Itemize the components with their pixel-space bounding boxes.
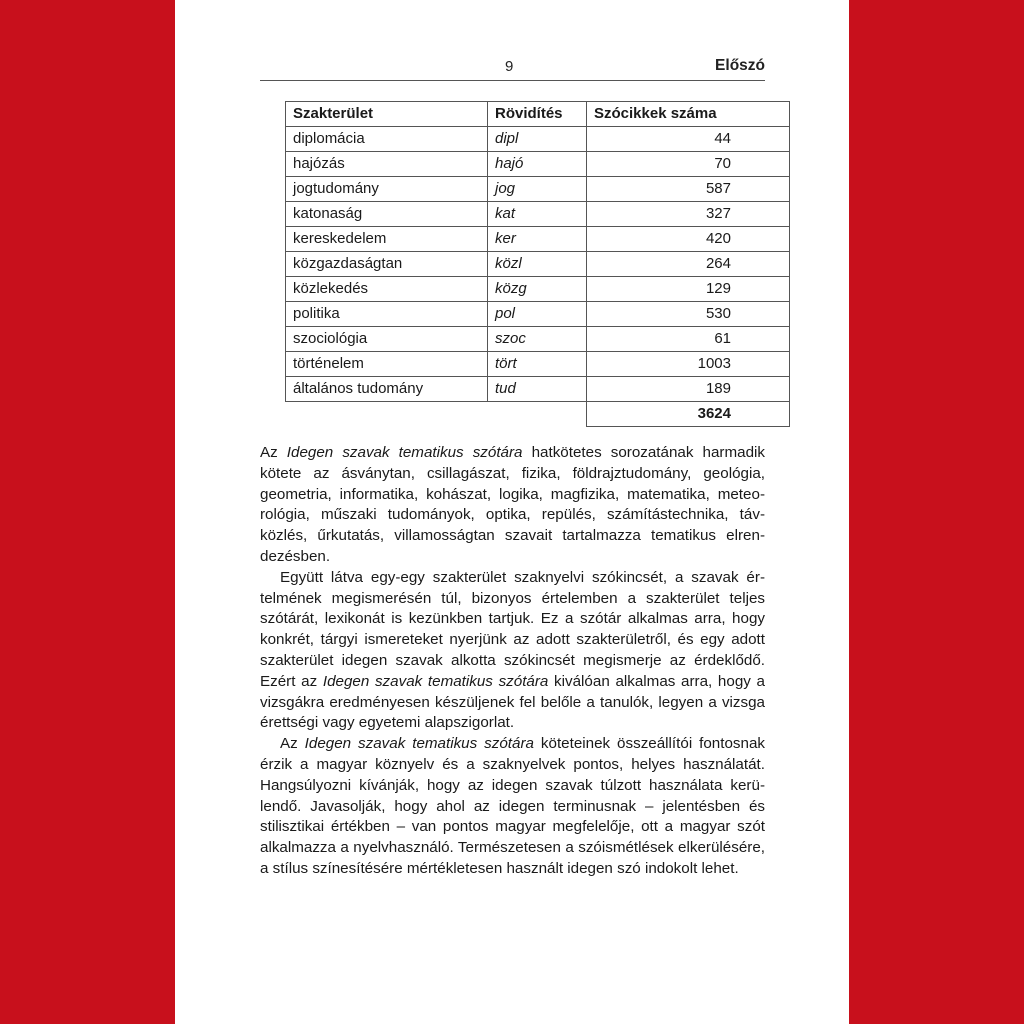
cell-abbreviation: közg	[488, 277, 587, 302]
total-count: 3624	[587, 402, 790, 427]
cell-count: 420	[587, 227, 790, 252]
header-rule	[260, 80, 765, 81]
cell-count: 189	[587, 377, 790, 402]
table-row	[286, 327, 790, 352]
cell-count: 61	[587, 327, 790, 352]
paragraph-text: Az	[280, 735, 305, 753]
cell-field: szociológia	[286, 327, 488, 352]
cell-field: közlekedés	[286, 277, 488, 302]
cell-abbreviation: szoc	[488, 327, 587, 352]
table-header-row	[286, 102, 790, 127]
cell-field: jogtudomány	[286, 177, 488, 202]
cell-count: 327	[587, 202, 790, 227]
book-title: Idegen szavak tematikus szótára	[304, 735, 534, 753]
table-row	[286, 152, 790, 177]
cell-abbreviation: ker	[488, 227, 587, 252]
cell-count: 530	[587, 302, 790, 327]
cell-abbreviation: pol	[488, 302, 587, 327]
table-row	[286, 127, 790, 152]
cell-field: diplomácia	[286, 127, 488, 152]
empty-cell	[286, 402, 488, 427]
table-row	[286, 252, 790, 277]
left-red-band	[0, 0, 175, 1024]
empty-cell	[488, 402, 587, 427]
table-row	[286, 377, 790, 402]
paragraph-1	[260, 443, 765, 568]
paragraph-text: Az	[260, 444, 287, 461]
page-number: 9	[505, 58, 514, 75]
paragraph-text: hatkötetes sorozatának harmadik kötete az ásványtan, csillagászat, fizika, földrajztudomány, geológia, geometria, informatika, kohászat, logika, magfizika, matematika, meteorológia, műszaki tudományok, optika, repülés, számítástechnika, távközlés, űrkutatás, villamosságtan szavait tartalmazza tematikus elrendezésben.	[260, 444, 765, 565]
paragraph-text: köteteinek összeállítói fontosnak érzik a magyar köznyelv és a szaknyelvek pontos, helyes használatát. Hangsúlyozni kívánják, hogy az idegen szavak túlzott használata kerülendő. Javasolják, hogy ahol az idegen terminusnak – jelentésben és stilisztikai értékben – van pontos magyar megfelelője, ott a magyar szót alkalmazza a nyelvhasználó. Természetesen a szóismétlések elkerülésére, a stílus színesítésére mértékletesen használt idegen szó indokolt lehet.	[260, 735, 765, 877]
cell-field: közgazdaságtan	[286, 252, 488, 277]
cell-abbreviation: közl	[488, 252, 587, 277]
cell-count: 1003	[587, 352, 790, 377]
cell-abbreviation: tud	[488, 377, 587, 402]
column-header-count: Szócikkek száma	[587, 102, 790, 127]
paragraph-2	[260, 568, 765, 734]
table-row	[286, 227, 790, 252]
column-header-field: Szakterület	[286, 102, 488, 127]
running-header	[260, 56, 765, 80]
cell-abbreviation: kat	[488, 202, 587, 227]
section-title: Előszó	[715, 57, 765, 74]
table-row	[286, 177, 790, 202]
cell-count: 129	[587, 277, 790, 302]
table-row	[286, 302, 790, 327]
cell-field: általános tudomány	[286, 377, 488, 402]
cell-field: katonaság	[286, 202, 488, 227]
cell-count: 264	[587, 252, 790, 277]
body-text	[260, 443, 765, 880]
paragraph-3	[260, 734, 765, 880]
column-header-abbr: Rövidítés	[488, 102, 587, 127]
entries-table	[285, 101, 790, 427]
cell-abbreviation: jog	[488, 177, 587, 202]
right-red-band	[849, 0, 1024, 1024]
paragraph-text: kiválóan alkalmas arra, hogy a vizsgákra eredményesen készüljenek fel belőle a tanulók, legyen a vizsga érettségi vagy egyetemi alapszigorlat.	[260, 672, 765, 732]
cell-abbreviation: tört	[488, 352, 587, 377]
cell-field: kereskedelem	[286, 227, 488, 252]
cell-field: történelem	[286, 352, 488, 377]
table-row	[286, 352, 790, 377]
book-title: Idegen szavak tematikus szótára	[322, 672, 549, 690]
paragraph-text: Együtt látva egy-egy szakterület szaknyelvi szókincsét, a szavak értelmének megismerésén túl, bizonyos értelemben a szakterület teljes szótárát, lexikonát is kezünkben tartjuk. Ez a szótár alkalmas arra, hogy konkrét, tárgyi ismereteket nyerjünk az adott szakterületről, és egy adott szakterület idegen szavak alkotta szókincsét megismerje az érdeklődő. Ezért az	[260, 568, 765, 690]
table-row	[286, 202, 790, 227]
cell-field: politika	[286, 302, 488, 327]
table-total-row	[286, 402, 790, 427]
table-row	[286, 277, 790, 302]
book-title: Idegen szavak tematikus szótára	[286, 444, 523, 461]
cell-abbreviation: dipl	[488, 127, 587, 152]
cell-abbreviation: hajó	[488, 152, 587, 177]
cell-count: 44	[587, 127, 790, 152]
cell-count: 70	[587, 152, 790, 177]
table-body	[286, 127, 790, 427]
cell-count: 587	[587, 177, 790, 202]
cell-field: hajózás	[286, 152, 488, 177]
